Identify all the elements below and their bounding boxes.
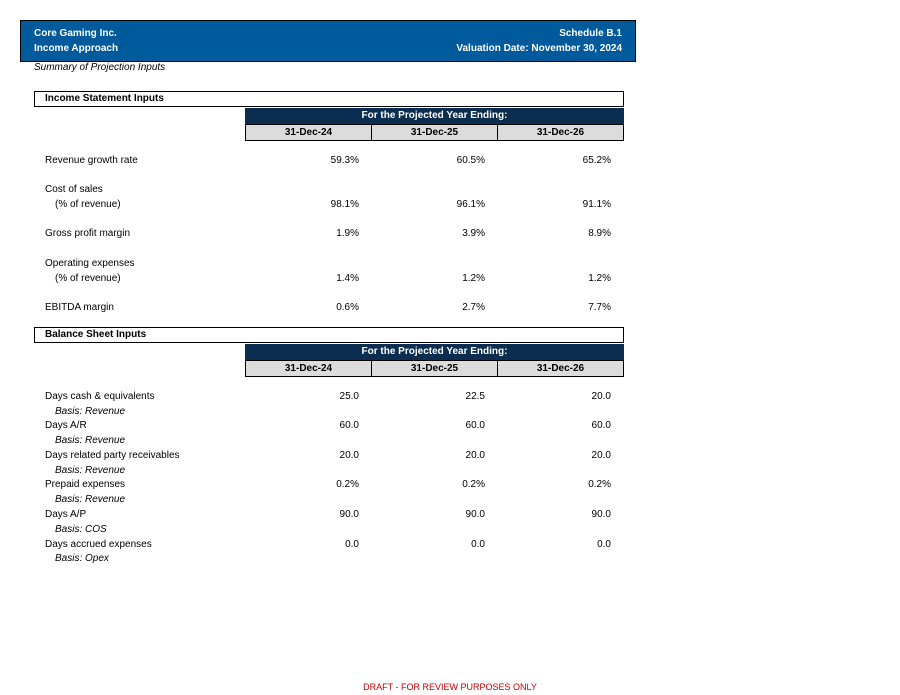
value-cell: 60.0	[339, 420, 359, 431]
row-sublabel: (% of revenue)	[55, 199, 121, 210]
approach-name: Income Approach	[34, 43, 119, 54]
value-cell: 60.5%	[456, 155, 485, 166]
value-cell: 98.1%	[330, 199, 359, 210]
draft-footer: DRAFT - FOR REVIEW PURPOSES ONLY	[363, 682, 537, 692]
value-cell: 0.0	[345, 539, 359, 550]
row-label: Operating expenses	[45, 258, 135, 269]
value-cell: 20.0	[591, 391, 611, 402]
balance-date-col-3: 31-Dec-26	[498, 360, 624, 377]
value-cell: 65.2%	[582, 155, 611, 166]
basis-label: Basis: Revenue	[55, 406, 126, 417]
row-label: Cost of sales	[45, 184, 103, 195]
row-opex	[0, 273, 900, 287]
value-cell: 2.7%	[462, 302, 485, 313]
page-subtitle: Summary of Projection Inputs	[34, 62, 166, 73]
value-cell: 59.3%	[330, 155, 359, 166]
row-days-rpr-basis	[0, 465, 900, 479]
row-cost-of-sales	[0, 199, 900, 213]
row-cost-of-sales-label	[0, 184, 900, 198]
value-cell: 91.1%	[582, 199, 611, 210]
row-days-ar-basis	[0, 435, 900, 449]
row-label: Revenue growth rate	[45, 155, 138, 166]
value-cell: 0.2%	[588, 479, 611, 490]
row-days-ap-basis	[0, 524, 900, 538]
value-cell: 90.0	[591, 509, 611, 520]
row-label: Days related party receivables	[45, 450, 180, 461]
row-days-ar	[0, 420, 900, 434]
value-cell: 0.6%	[336, 302, 359, 313]
row-days-ap	[0, 509, 900, 523]
value-cell: 1.2%	[588, 273, 611, 284]
row-opex-label	[0, 258, 900, 272]
income-date-headers	[245, 124, 624, 141]
value-cell: 20.0	[339, 450, 359, 461]
row-label: Days accrued expenses	[45, 539, 152, 550]
basis-label: Basis: Opex	[55, 553, 109, 564]
balance-date-col-1: 31-Dec-24	[245, 360, 372, 377]
row-days-cash-basis	[0, 406, 900, 420]
row-days-accrued	[0, 539, 900, 553]
income-date-col-2: 31-Dec-25	[372, 124, 498, 141]
basis-label: Basis: COS	[55, 524, 107, 535]
balance-date-headers	[245, 360, 624, 377]
row-revenue-growth	[0, 155, 900, 169]
value-cell: 96.1%	[456, 199, 485, 210]
row-label: Days cash & equivalents	[45, 391, 155, 402]
value-cell: 7.7%	[588, 302, 611, 313]
row-days-cash	[0, 391, 900, 405]
row-days-rpr	[0, 450, 900, 464]
row-days-accrued-basis	[0, 553, 900, 567]
value-cell: 8.9%	[588, 228, 611, 239]
schedule-header	[20, 20, 636, 62]
company-name: Core Gaming Inc.	[34, 28, 117, 39]
row-label: Days A/R	[45, 420, 87, 431]
row-prepaid	[0, 479, 900, 493]
value-cell: 90.0	[465, 509, 485, 520]
value-cell: 90.0	[339, 509, 359, 520]
valuation-date: Valuation Date: November 30, 2024	[456, 43, 622, 54]
income-date-col-1: 31-Dec-24	[245, 124, 372, 141]
value-cell: 60.0	[591, 420, 611, 431]
row-sublabel: (% of revenue)	[55, 273, 121, 284]
row-label: Prepaid expenses	[45, 479, 126, 490]
income-date-col-3: 31-Dec-26	[498, 124, 624, 141]
value-cell: 20.0	[465, 450, 485, 461]
value-cell: 1.4%	[336, 273, 359, 284]
value-cell: 20.0	[591, 450, 611, 461]
basis-label: Basis: Revenue	[55, 494, 126, 505]
value-cell: 25.0	[339, 391, 359, 402]
balance-banner: For the Projected Year Ending:	[245, 344, 624, 360]
value-cell: 22.5	[465, 391, 485, 402]
value-cell: 60.0	[465, 420, 485, 431]
row-prepaid-basis	[0, 494, 900, 508]
income-section-title: Income Statement Inputs	[34, 91, 624, 107]
basis-label: Basis: Revenue	[55, 435, 126, 446]
value-cell: 0.2%	[336, 479, 359, 490]
value-cell: 0.2%	[462, 479, 485, 490]
row-ebitda	[0, 302, 900, 316]
basis-label: Basis: Revenue	[55, 465, 126, 476]
row-gross-profit	[0, 228, 900, 242]
income-banner: For the Projected Year Ending:	[245, 108, 624, 124]
value-cell: 3.9%	[462, 228, 485, 239]
value-cell: 1.2%	[462, 273, 485, 284]
value-cell: 1.9%	[336, 228, 359, 239]
value-cell: 0.0	[597, 539, 611, 550]
value-cell: 0.0	[471, 539, 485, 550]
balance-section-title: Balance Sheet Inputs	[34, 327, 624, 343]
row-label: Gross profit margin	[45, 228, 131, 239]
balance-date-col-2: 31-Dec-25	[372, 360, 498, 377]
row-label: EBITDA margin	[45, 302, 114, 313]
schedule-label: Schedule B.1	[559, 28, 622, 39]
row-label: Days A/P	[45, 509, 87, 520]
